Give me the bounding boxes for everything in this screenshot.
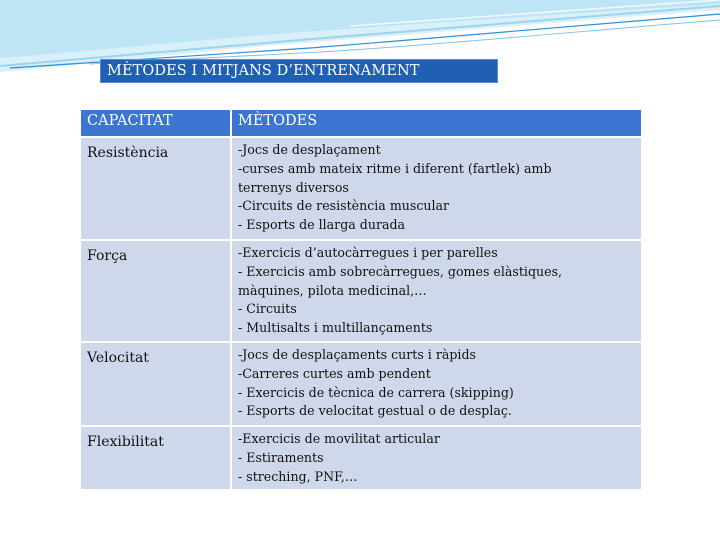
- capacitat-cell: Flexibilitat: [80, 426, 231, 490]
- metode-line: -Jocs de desplaçament: [238, 142, 381, 157]
- metode-line: - Multisalts i multillançaments: [238, 320, 433, 336]
- metode-line: -Carreres curtes amb pendent: [238, 365, 431, 381]
- metode-line: terrenys diversos: [238, 179, 349, 195]
- capacitat-cell: Velocitat: [80, 342, 231, 426]
- table-row: [80, 426, 642, 490]
- table-row: [80, 240, 642, 342]
- metode-line: - Exercicis amb sobrecàrregues, gomes elàstiques,: [238, 263, 563, 279]
- column-header-capacitat: CAPACITAT: [80, 109, 231, 137]
- slide-title: MÈTODES I MITJANS D’ENTRENAMENT: [100, 59, 498, 83]
- metode-line: - streching, PNF,…: [238, 468, 358, 484]
- column-header-metodes: MÈTODES: [231, 109, 642, 137]
- metode-line: -Circuits de resistència muscular: [238, 198, 450, 214]
- metodes-cell: [231, 240, 642, 342]
- table-header-row: [80, 109, 642, 137]
- metode-line: -Exercicis de movilitat articular: [238, 431, 440, 446]
- metode-line: -Exercicis d’autocàrregues i per parelles: [238, 245, 498, 260]
- table-row: [80, 137, 642, 240]
- metode-line: - Circuits: [238, 301, 297, 317]
- metode-line: - Esports de velocitat gestual o de desplaç.: [238, 403, 512, 419]
- metodes-cell: [231, 426, 642, 490]
- metode-line: màquines, pilota medicinal,…: [238, 282, 427, 298]
- metodes-cell: [231, 342, 642, 426]
- metode-line: - Esports de llarga durada: [238, 217, 406, 233]
- methods-table: [79, 108, 643, 491]
- metode-line: -curses amb mateix ritme i diferent (fartlek) amb: [238, 160, 552, 176]
- capacitat-cell: Resistència: [80, 137, 231, 240]
- capacitat-cell: Força: [80, 240, 231, 342]
- metode-line: - Estiraments: [238, 449, 324, 465]
- metodes-cell: [231, 137, 642, 240]
- table-row: [80, 342, 642, 426]
- metode-line: - Exercicis de tècnica de carrera (skipping): [238, 384, 514, 400]
- metode-line: -Jocs de desplaçaments curts i ràpids: [238, 347, 476, 362]
